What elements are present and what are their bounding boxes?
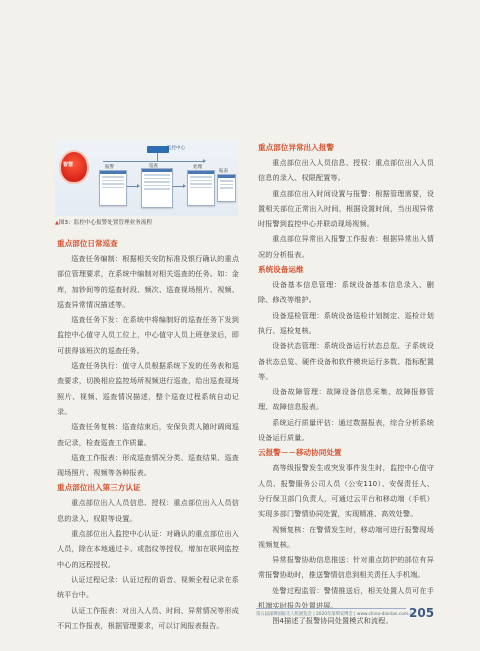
screen-thumbnail-4 — [217, 174, 236, 202]
section-heading: 重点部位异常出入报警 — [258, 143, 334, 152]
paragraph: 重点部位异常出入报警工作报表：根据异常出入情况的分析报表。 — [258, 234, 434, 259]
paragraph: 巡查工作报表：形成巡查情况分类、巡查结果、巡查现场照片、视频等各种报表。 — [57, 452, 239, 478]
seal-badge — [61, 152, 87, 182]
paragraph: 系统运行质量评估：通过数据报表，综合分析系统设备运行质量。 — [258, 417, 434, 443]
connector-line — [103, 161, 203, 162]
paragraph: 设备基本信息管理：系统设备基本信息录入、删除、修改等维护。 — [258, 280, 434, 305]
paragraph: 认证工作报表：对出入人员、时间、异常情况等形成不同工作报表，根据管理要求，可以订阅报表报告。 — [57, 605, 239, 630]
node-label: 巡查 — [149, 164, 158, 169]
paragraph: 重点部位出入监控中心认证：对确认的重点部位出入人员，除在本地通过卡、或指纹等授权，增加在联网监控中心的远程授权。 — [57, 529, 239, 569]
paragraph: 设备巡检管理：系统设备巡检计划制定、巡检计划执行、巡检复核。 — [258, 310, 434, 335]
monitoring-center-label: 监控中心 — [167, 146, 185, 151]
paragraph: 巡查任务编制：根据相关安防标准及银行确认的重点部位管理要求，在系统中编制对相关巡查的任务。如：金库，加钞间等的巡查时段、频次、巡查视场照片、视频、巡查异常情况描述等。 — [57, 254, 239, 309]
right-column — [258, 140, 434, 629]
paragraph: 重点部位出入时间设置与报警：根据管理需要，设置相关部位正常出入时间，根据设置时间，当出现异常时报警到监控中心并联动现场视频。 — [258, 188, 434, 229]
triangle-icon: ▲ — [55, 220, 59, 226]
badge-text: 智慧 — [63, 162, 74, 168]
left-column — [57, 236, 239, 633]
node-label: 处理 — [193, 165, 202, 170]
paragraph: 异常报警协助信息推送：针对重点防护的部位有异常报警协助时，推送警情信息到相关责任人手机端。 — [258, 555, 434, 580]
screen-thumbnail-1 — [99, 170, 127, 206]
screen-thumbnail-2 — [141, 168, 173, 208]
paragraph: 重点部位出入人员信息、授权：重点部位出入人员信息的录入、权限等设置。 — [57, 498, 239, 523]
paragraph: 认证过程记录：认证过程的语音、视频全程记录在系统平台中。 — [57, 574, 239, 600]
paragraph: 图4描述了报警协同处置模式和流程。 — [272, 616, 393, 626]
monitoring-center-node — [147, 146, 169, 153]
page-number: 205 — [409, 606, 435, 620]
node-label: 报表 — [219, 169, 228, 174]
footer-text: 第五届深圳国际无人机展览会 | 2020年深圳安博会 | www.china-dianlan.com.cn — [256, 612, 415, 617]
paragraph: 重点部位出入人员信息、授权：重点部位出入人员信息的录入、权限配置等。 — [258, 158, 434, 183]
paragraph: 高等级报警发生或突发事件发生时，监控中心值守人员、报警服务公司人员（公安110）、安保责任人、分行保卫部门负责人，可通过云平台和移动端（手机）实现多部门警情协同处置，实现精准、高效处警。 — [258, 463, 434, 519]
section-heading: 重点部位日常巡查 — [57, 239, 118, 248]
paragraph: 处警过程监管：警情推送后，相关处置人员可在手机端实时报告处置进展。 — [258, 585, 434, 611]
node-label: 报警 — [105, 165, 114, 170]
caption-text: 图3：监控中心报警处置管理业务流程 — [58, 220, 152, 226]
paragraph: 巡查任务下发：在系统中将编制好的巡查任务下发到监控中心值守人员工位上，中心值守人员上班登录后，即可获得该班次的巡查任务。 — [57, 315, 239, 355]
connector-line — [157, 153, 158, 161]
paragraph: 巡查任务复核：巡查结束后，安保负责人随时调阅巡查记录，检查巡查工作质量。 — [57, 422, 239, 447]
flow-arrow — [127, 186, 137, 187]
figure-caption — [55, 218, 152, 226]
section-heading: 重点部位出入第三方认证 — [57, 483, 141, 493]
paragraph: 设备故障管理：故障设备信息采集、故障报修管理、故障信息报表。 — [258, 387, 434, 412]
footer-rule — [256, 608, 406, 609]
paragraph: 视频复核：在警情发生时，移动端可进行报警现场视频复核。 — [258, 524, 434, 549]
section-heading: 云报警－－移动协同处置 — [258, 448, 342, 458]
paragraph: 设备状态管理：系统设备运行状态总览、子系统设备状态总览、硬件设备和软件模块运行多数、指标配置等。 — [258, 341, 434, 381]
figure-3 — [55, 140, 238, 232]
paragraph: 巡查任务执行：值守人员根据系统下发的任务表和巡查要求，切换相应监控场所视频进行巡查，给出巡查现场照片、视频、巡查情况描述，整个巡查过程系统自动记录。 — [57, 361, 239, 416]
screen-thumbnail-3 — [187, 170, 215, 206]
flow-arrow — [173, 186, 183, 187]
section-heading: 系统设备运维 — [258, 265, 304, 275]
